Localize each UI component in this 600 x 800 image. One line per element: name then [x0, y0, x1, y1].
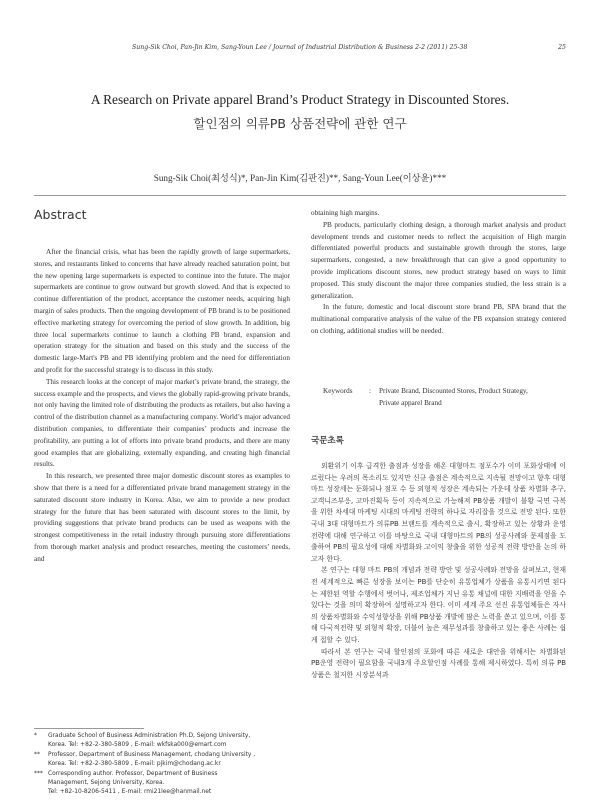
keywords: [323, 386, 566, 410]
footnote-line: Corresponding author. Professor, Department of Business: [48, 770, 218, 777]
footnotes: [34, 732, 294, 798]
abstract-paragraph: PB products, particularly clothing design, a thorough market analysis and product development trends and customer needs to reflect the acquisition of High margin differentiated powerful products and sustainable growth through the stores, large supermarkets, congested, a new breakthrough that can give a good opportunity to provide implications discount stores, new product strategy based on ways to limit proposed. This study discount the major three companies studied, the less strain is a generalization.: [311, 220, 566, 300]
running-header-text: Sung-Sik Choi, Pan-Jin Kim, Sang-Youn Lee / Journal of Industrial Distribution & Business 2-2 (2011) 25-38: [132, 44, 468, 51]
keywords-label: Keywords: [323, 387, 353, 395]
footnote-divider: [34, 728, 144, 729]
abstract-paragraph: obtaining high margins.: [311, 209, 380, 217]
korean-paragraph: 따라서 본 연구는 국내 할인점의 포화에 따른 새로운 대안을 위해서는 차별화된 PB운영 전략이 필요함을 국내3개 주요할인점 사례를 통해 제시하였다. 특히 의류 PB상품은 철저한 시장분석과: [311, 647, 566, 679]
abstract-right-column: [311, 208, 566, 338]
footnote-line: Korea. Tel: +82-2-380-5809 , E-mail: pjkim@chodang.ac.kr: [48, 761, 221, 768]
title-divider: [34, 195, 566, 196]
footnote-line: Management, Sejong University, Korea.: [48, 780, 165, 787]
abstract-paragraph: After the financial crisis, what has been the rapidly growth of large supermarkets, stores, and restaurants linked to concerns that have already reached saturation point, but the new opening large supermarkets is expected to continue into the future. The major supermarkets are continue to grow outward but growth slowed. And that is expected to continue differentiation of the product, acceptance the customer needs, acquiring high margin of sales products. Then the ongoing development of PB brand is to be positioned effective marketing strategy for overcoming the period of slow growth. In addition, big three local supermarkets continue to launch a clothing PB brand, expansion and operation strategy for the situation and based on this study and the success of the domestic large-Mart's PB and PB identifying problem and the need for differentiation and profit for the successful strategy is to discuss in this study.: [34, 248, 290, 374]
page-number: 25: [558, 44, 566, 51]
footnote: [34, 770, 294, 798]
abstract-heading: Abstract: [34, 207, 87, 222]
footnote-line: Professor, Department of Business Management, chodang University ,: [48, 751, 256, 758]
footnote-marker: *: [34, 733, 37, 739]
footnote-marker: ***: [34, 770, 43, 777]
keywords-list: [379, 386, 528, 410]
footnote-line: Korea. Tel: +82-2-380-5809 , E-mail: wkfska000@emart.com: [48, 742, 227, 749]
footnote: [34, 751, 294, 770]
author-list: Sung-Sik Choi(최성식)*, Pan-Jin Kim(김판진)**, Sang-Youn Lee(이상윤)***: [153, 173, 447, 183]
abstract-paragraph: In the future, domestic and local discount store brand PB, SPA brand that the multinational comparative analysis of the value of the PB expansion strategy centered on clothing, additional studies will be needed.: [311, 303, 566, 335]
abstract-paragraph: In this research, we presented three major domestic discount stores as examples to show that there is a need for a differentiated private brand management strategy in the saturated discount store industry in Korea. Also, we aim to provide a new product strategy for the future that has been saturated with discount stores to the limit, by providing suggestions that private brand products can be used as weapons with the strongest competitiveness in the retail industry through pursuing store differentiations from thorough market analysis and product researches, meeting the customers’ needs, and: [34, 472, 290, 563]
keywords-separator: :: [369, 387, 371, 395]
footnote-line: Graduate School of Business Administration Ph.D, Sejong University,: [48, 733, 251, 739]
abstract-paragraph: This research looks at the concept of major market’s private brand, the strategy, the success example and the prospects, and views the globally rapid-growing private brands, not only having the limited role of distributing the products as retailers, but also having a control of the distribution channel as a manufacturing company. World’s major advanced distribution companies, to differentiate their companies’ products and increase the profitability, are putting a lot of efforts into private brand products, and there are many good examples that are globalizing, externally expanding, and creating high financial results.: [34, 377, 290, 469]
korean-abstract-column: [311, 461, 566, 681]
keywords-line: Private apparel Brand: [379, 398, 442, 407]
footnote-marker: **: [34, 751, 40, 758]
paper-title-english: A Research on Private apparel Brand’s Product Strategy in Discounted Stores.: [90, 92, 510, 107]
footnote: [34, 732, 294, 751]
korean-abstract-heading: 국문초록: [311, 436, 344, 446]
keywords-line: Private Brand, Discounted Stores, Product Strategy,: [379, 387, 528, 395]
korean-paragraph: 외환위기 이후 급격한 출점과 성장을 해온 대형마트 점포수가 이미 포화상태에 이르렀다는 우려의 목소리도 있지만 신규 출점은 계속적으로 지속될 전망이고 향후 대형마트 성장세는 둔화되나 점포 수 등 외형적 성장은 계속되는 가운데 상품 차별화 추구, 고객니즈부응, 고마진획득 등이 지속적으로 가능해져 PB상품 개발이 불황 국면 극복을 위한 차세대 마케팅 시대의 마케팅 전략의 하나로 자리잡을 것으로 전망 된다. 또한 국내 3대 대형마트가 의류PB 브랜드를 계속적으로 출시, 확장하고 있는 상황과 운영전략에 대해 연구하고 이를 바탕으로 국내 대형마트의 PB의 성공사례와 문제점을 도출하여 PB의 필요성에 대해 차별화와 고이익 창출을 위한 성공적 전략 방안을 논의 하고자 한다.: [311, 462, 566, 563]
footnote-line: Tel: +82-10-8206-5411 , E-mail: rmi21lee@hanmail.net: [48, 789, 212, 796]
paper-title-korean: 할인점의 의류PB 상품전략에 관한 연구: [193, 116, 407, 131]
korean-paragraph: 본 연구는 대형 마트 PB의 개념과 전략 방안 및 성공사례와 전망을 살펴보고, 현재 전 세계적으로 빠른 성장을 보이는 PB를 단순히 유통업체가 상품을 유통시키면 된다는 제한된 역할 수행에서 벗어나, 제조업체가 지닌 유통 채널에 대한 지배력을 얻을 수 있다는 것을 의미 확장하여 설명하고자 한다. 이미 세계 주요 선진 유통업체들은 자사의 상품차별화와 수익성향상을 위해 PB상품 개발에 많은 노력을 쏟고 있으며, 이를 통해 다국적전략 및 외형적 확장, 더불어 높은 재무성과를 창출하고 있는 좋은 사례는 쉽게 접할 수 있다.: [311, 566, 566, 644]
abstract-left-column: [34, 247, 290, 566]
